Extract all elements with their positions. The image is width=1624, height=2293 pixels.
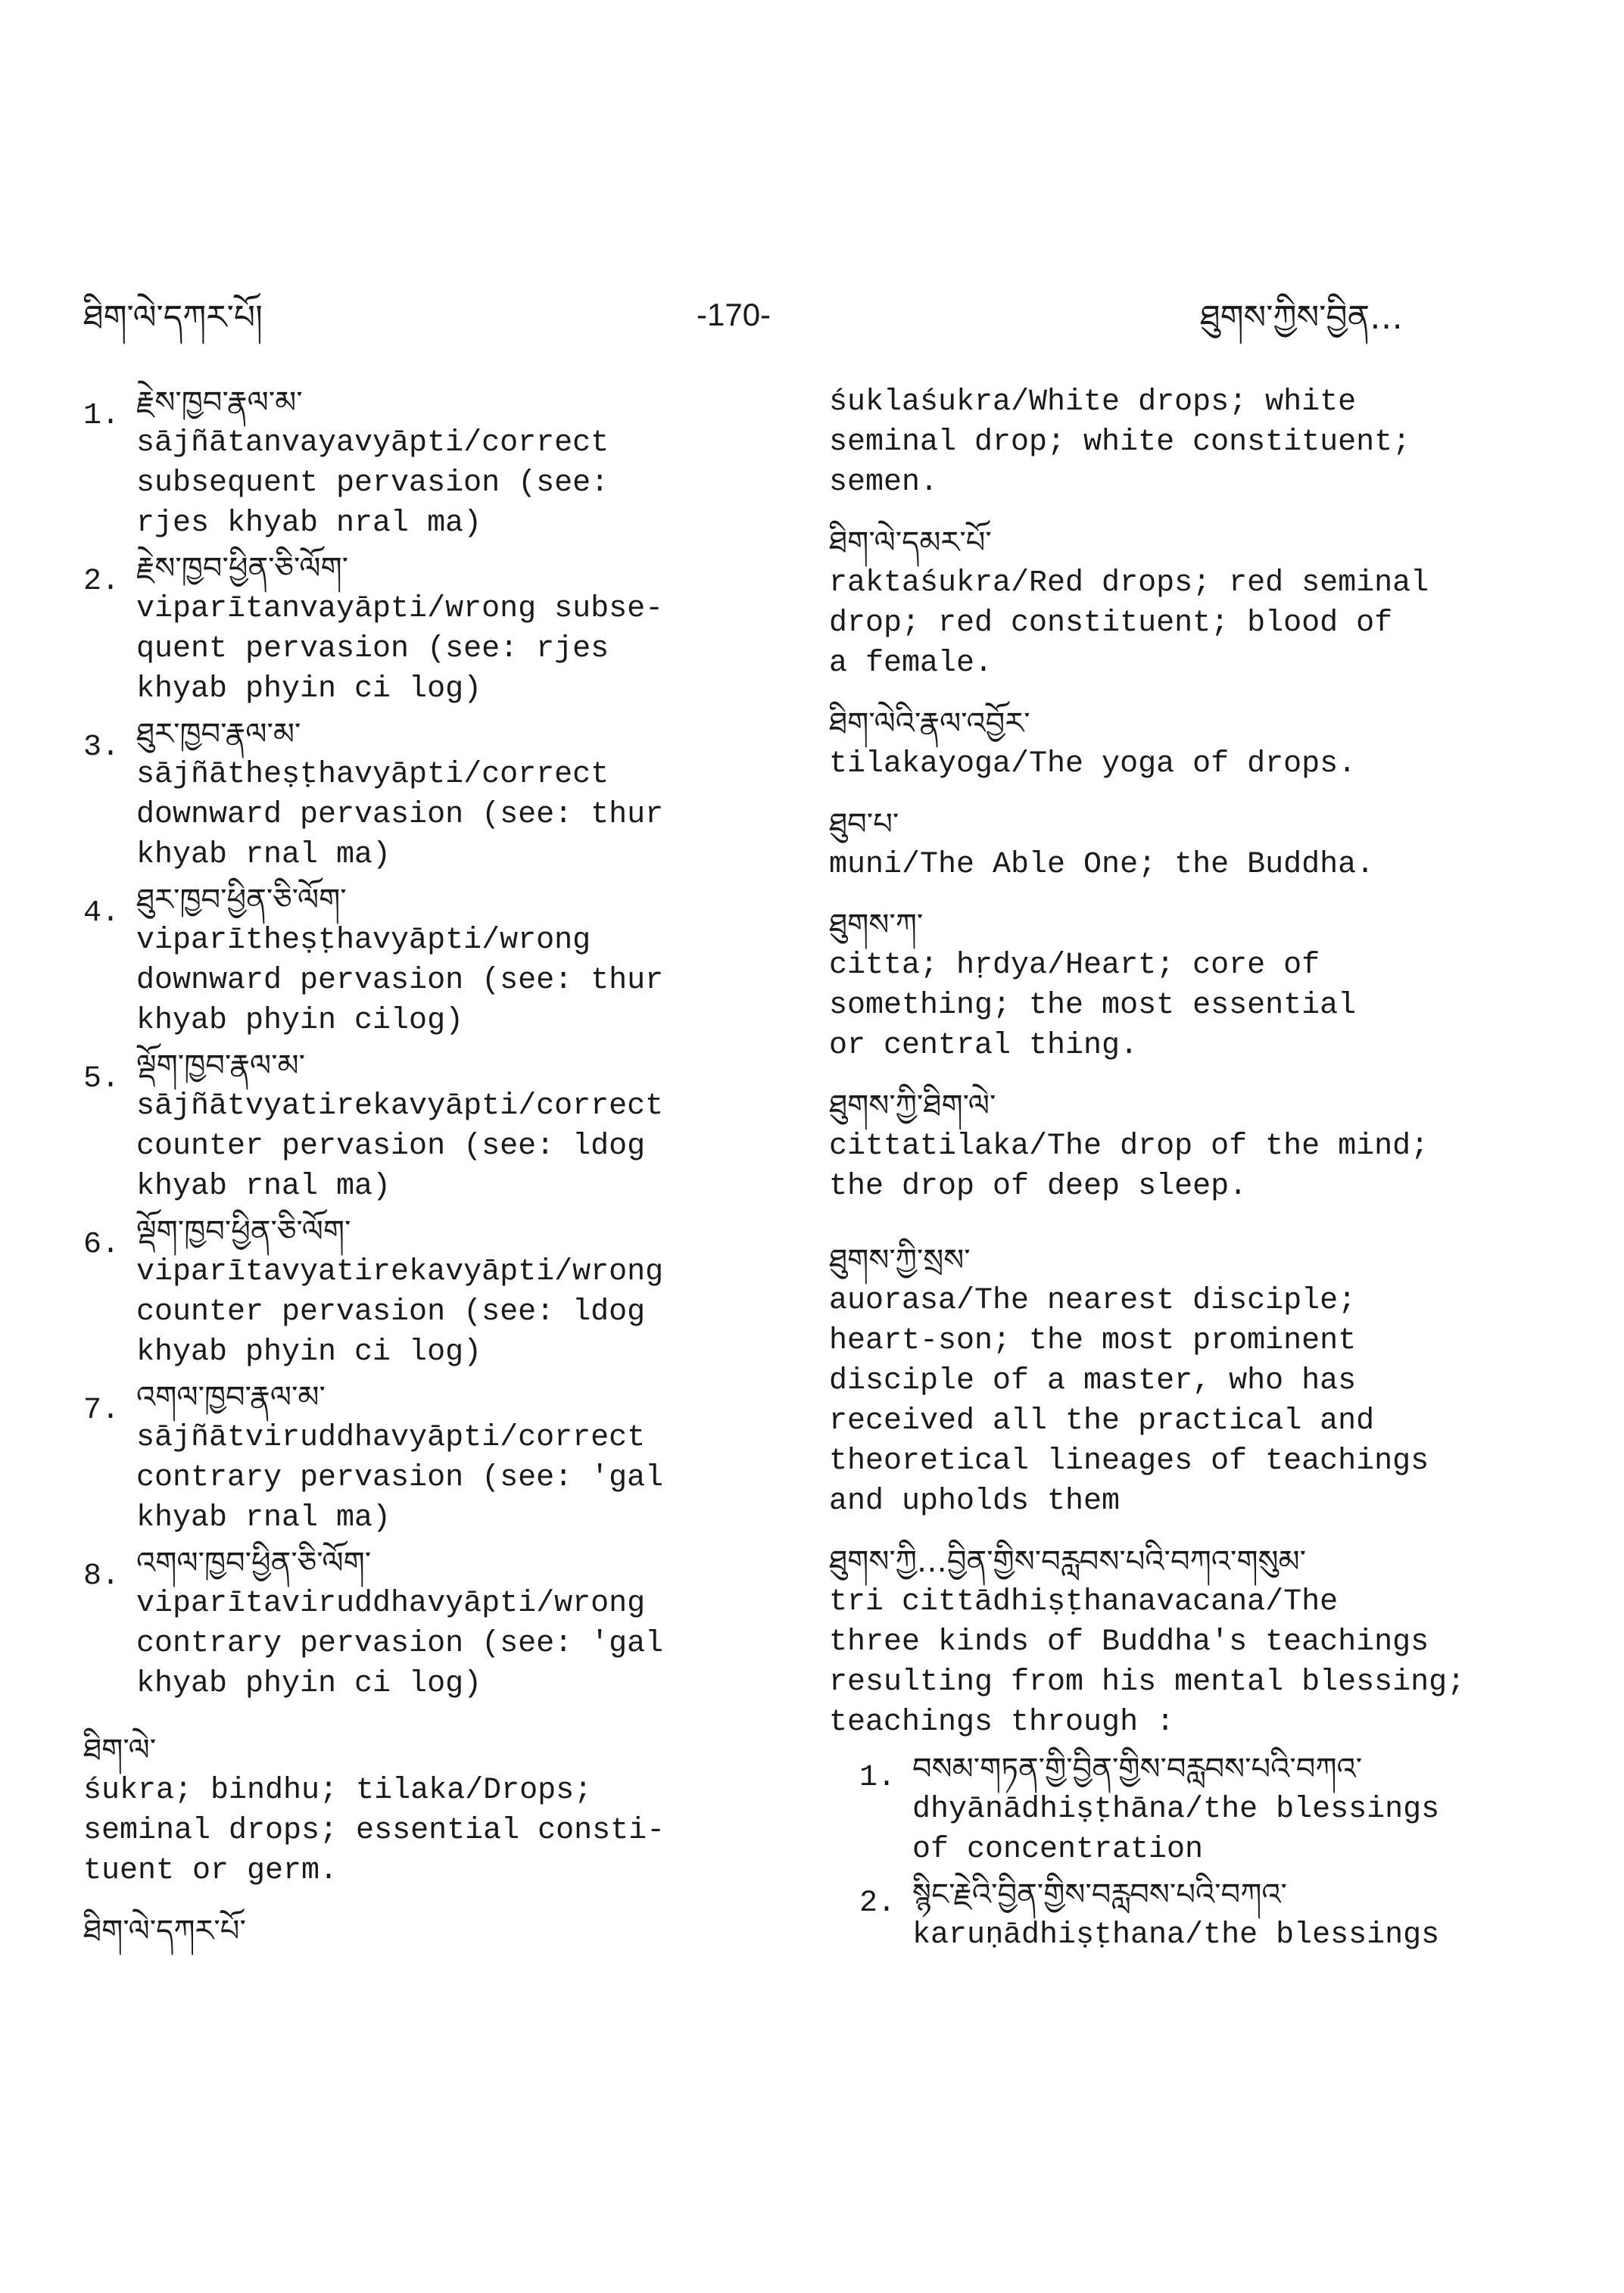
definition: tilakayoga/The yoga of drops. [829,747,1357,781]
item-number: 2. [83,565,120,599]
definition: cittatilaka/The drop of the mind; the drop of deep sleep. [829,1129,1429,1204]
definition: śuklaśukra/White drops; white seminal drop; white constituent; semen. [829,385,1411,500]
tibetan-headword: ཐིག་ལེའི་རྣལ་འབྱོར་ [829,706,1030,741]
list-item [83,382,765,544]
tibetan-term: ལྡོག་ཁྱབ་རྣལ་མ་ [136,1048,306,1083]
dictionary-entry [829,1240,1556,1522]
right-column [829,382,1556,1960]
list-item [83,1543,765,1704]
tibetan-headword: ཐུགས་ཀྱི་ཐིག་ལེ་ [829,1089,996,1123]
list-item [83,880,765,1041]
header-right-running-title: ཐུགས་ཀྱིས་བྱིན… [1200,298,1403,337]
item-number: 1. [83,399,120,433]
item-number: 1. [859,1761,896,1795]
definition: citta; hṛdya/Heart; core of something; the most essential or central thing. [829,949,1357,1063]
definition: raktaśukra/Red drops; red seminal drop; red constituent; blood of a female. [829,566,1429,681]
definition: muni/The Able One; the Buddha. [829,848,1375,882]
tibetan-term: རྗེས་ཁྱབ་རྣལ་མ་ [136,385,303,420]
dictionary-entry [829,382,1556,503]
definition: tri cittādhiṣṭhanavacana/The three kinds of Buddha's teachings resulting from his mental blessing; teachings through : [829,1585,1466,1740]
definition: viparītaviruddhavyāpti/wrong contrary pervasion (see: 'gal khyab phyin ci log) [136,1587,664,1701]
tibetan-term: ཐུར་ཁྱབ་ཕྱིན་ཅི་ལོག་ [136,883,347,918]
item-number: 8. [83,1559,120,1594]
tibetan-headword: ཐུགས་ཀྱི…བྱིན་གྱིས་བརླབས་པའི་བཀའ་གསུམ་ [829,1544,1306,1579]
list-item [83,1377,765,1538]
dictionary-entry [829,1086,1556,1207]
definition: viparītheṣṭhavyāpti/wrong downward pervasion (see: thur khyab phyin cilog) [136,924,664,1038]
item-number: 3. [83,731,120,765]
left-column [83,382,765,1971]
dictionary-entry [829,522,1556,684]
definition: viparītanvayāpti/wrong subse- quent pervasion (see: rjes khyab phyin ci log) [136,592,664,706]
definition: śukra; bindhu; tilaka/Drops; seminal drops; essential consti- tuent or germ. [83,1774,665,1888]
tibetan-headword: ཐུགས་ཀྱི་སྲས་ [829,1243,971,1278]
dictionary-entry [829,905,1556,1066]
tibetan-headword: ཐུགས་ཀ་ [829,908,924,942]
tibetan-term: སྙིང་རྗེའི་བྱིན་གྱིས་བརླབས་པའི་བཀའ་ [912,1877,1287,1912]
definition: dhyānādhiṣṭhāna/the blessings of concentration [912,1793,1440,1867]
dictionary-entry [83,1911,765,1952]
item-number: 5. [83,1062,120,1096]
item-number: 4. [83,896,120,930]
definition: sājñātviruddhavyāpti/correct contrary pervasion (see: 'gal khyab rnal ma) [136,1421,664,1535]
definition: sājñātvyatirekavyāpti/correct counter pervasion (see: ldog khyab rnal ma) [136,1089,664,1204]
tibetan-headword: ཐིག་ལེ་ [83,1733,157,1768]
list-item [829,1749,1556,1870]
tibetan-term: ལྡོག་ཁྱབ་ཕྱིན་ཅི་ལོག་ [136,1214,351,1249]
list-item [829,1874,1556,1955]
page-header [0,280,1624,348]
tibetan-term: ཐུར་ཁྱབ་རྣལ་མ་ [136,717,301,752]
list-item [83,548,765,709]
tibetan-headword: ཐིག་ལེ་དཀར་པོ་ [83,1914,246,1949]
dictionary-entry [829,703,1556,784]
item-number: 2. [859,1886,896,1921]
list-item [83,714,765,875]
header-left-running-title: ཐིག་ལེ་དཀར་པོ། [83,298,263,337]
tibetan-headword: ཐུབ་པ་ [829,807,899,842]
dictionary-entry [829,1541,1556,1743]
tibetan-term: འགལ་ཁྱབ་ཕྱིན་ཅི་ལོག་ [136,1546,372,1581]
tibetan-term: འགལ་ཁྱབ་རྣལ་མ་ [136,1380,326,1415]
definition: karuṇādhiṣṭhana/the blessings [912,1918,1440,1952]
item-number: 6. [83,1228,120,1262]
tibetan-term: བསམ་གཏན་གྱི་བྱིན་གྱིས་བརླབས་པའི་བཀའ་ [912,1752,1363,1787]
dictionary-entry [829,804,1556,885]
definition: viparītavyatirekavyāpti/wrong counter pervasion (see: ldog khyab phyin ci log) [136,1255,664,1369]
item-number: 7. [83,1394,120,1428]
dictionary-entry [83,1730,765,1891]
tibetan-headword: ཐིག་ལེ་དམར་པོ་ [829,525,992,560]
page-number: -170- [697,297,771,332]
definition: auorasa/The nearest disciple; heart-son; the most prominent disciple of a master, who has received all the practical and theoretical lineages of teachings and upholds them [829,1284,1429,1519]
list-item [83,1211,765,1372]
tibetan-term: རྗེས་ཁྱབ་ཕྱིན་ཅི་ལོག་ [136,551,348,586]
definition: sājñātanvayavyāpti/correct subsequent pervasion (see: rjes khyab nral ma) [136,426,609,541]
list-item [83,1045,765,1207]
definition: sājñātheṣṭhavyāpti/correct downward pervasion (see: thur khyab rnal ma) [136,758,664,872]
